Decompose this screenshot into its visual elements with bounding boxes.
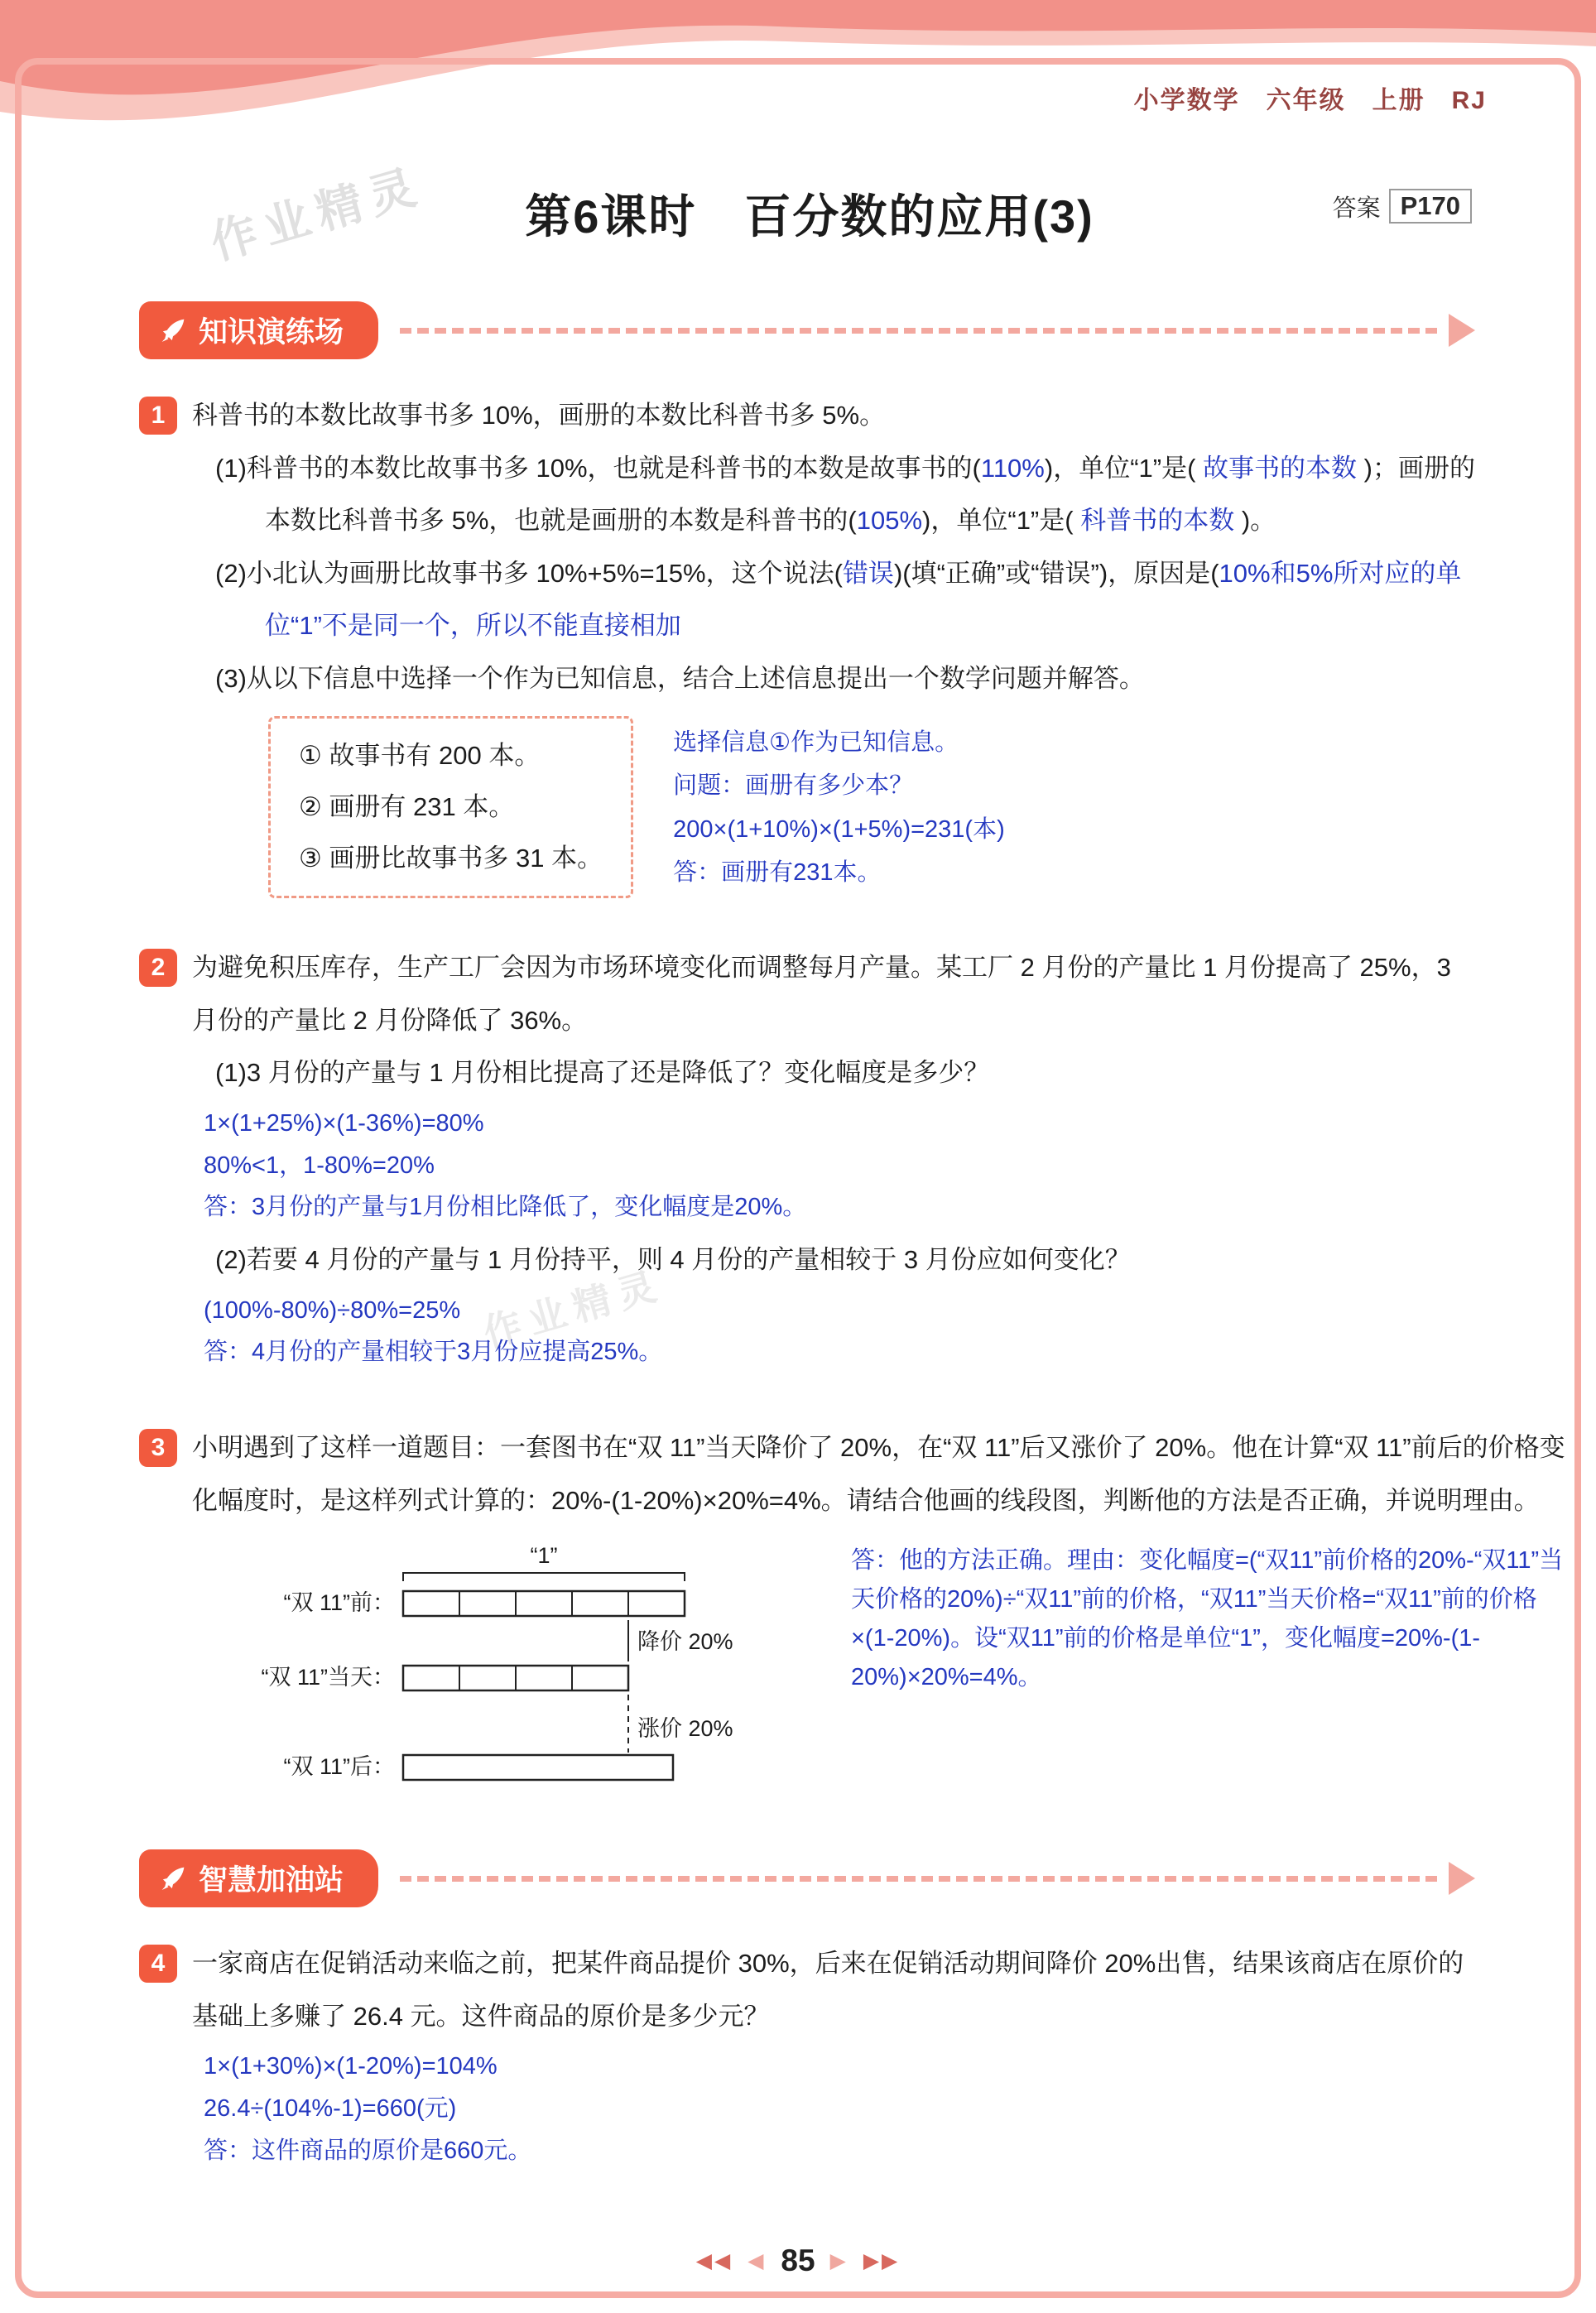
text-segment: (2)小北认为画册比故事书多 10%+5%=15%，这个说法(: [215, 558, 843, 588]
answer-line: 答：这件商品的原价是660元。: [204, 2137, 532, 2164]
section-wisdom-ribbon: [139, 1849, 378, 1907]
question-4-answer: [204, 2046, 1480, 2171]
question-4-number: 4: [139, 1945, 177, 1983]
segment-diagram: [209, 1541, 821, 1806]
answer-line: 答：4月份的产量相较于3月份应提高25%。: [204, 1339, 663, 1366]
info-item: ③ 画册比故事书多 31 本。: [299, 844, 603, 873]
answer-label: 答案: [1332, 195, 1381, 222]
question-3-body: [192, 1421, 1579, 1806]
answer-fill: 科普书的本数: [1080, 506, 1235, 536]
question-4: [139, 1937, 1480, 2176]
question-2-body: [192, 941, 1480, 1378]
section-wisdom-header: [139, 1849, 1475, 1907]
question-1-info-row: [268, 716, 1480, 898]
answer-page-number: P170: [1389, 189, 1472, 224]
diagram-unit-label: “1”: [530, 1543, 558, 1569]
question-1-part-2: [215, 547, 1480, 652]
text-segment: (1)科普书的本数比故事书多 10%，也就是科普书的本数是故事书的(: [215, 453, 981, 483]
question-4-body: [192, 1937, 1480, 2176]
answer-line: (100%-80%)÷80%=25%: [204, 1296, 461, 1324]
diagram-label-before: “双 11”前：: [283, 1590, 395, 1616]
question-2-stem: 为避免积压库存，生产工厂会因为市场环境变化而调整每月产量。某工厂 2 月份的产量比 1 月份提高了 25%，3 月份的产量比 2 月份降低了 36%。: [192, 953, 1451, 1035]
text-segment: )，单位“1”是(: [1044, 453, 1204, 483]
answer-fill: 10%和5%所对应的单位“1”不是同一个，所以不能直接相加: [265, 558, 1462, 641]
question-3-number: 3: [139, 1429, 177, 1467]
first-page-icon: ◀◀: [695, 2249, 733, 2272]
header-wave-decoration: [0, 0, 1596, 145]
diagram-label-after: “双 11”后：: [283, 1754, 395, 1780]
page-title: 第6课时 百分数的应用(3): [525, 190, 1094, 243]
page-content: [139, 180, 1565, 2220]
last-page-icon: ▶▶: [863, 2249, 901, 2272]
question-3-diagram-row: [209, 1541, 1579, 1806]
text-segment: )。: [1234, 506, 1276, 536]
previous-page-icon: ◀: [748, 2249, 767, 2272]
diagram-label-markup: 涨价 20%: [637, 1716, 733, 1742]
answer-line: 1×(1+30%)×(1-20%)=104%: [204, 2053, 498, 2080]
answer-page-badge: [1333, 189, 1472, 224]
question-1-body: [192, 389, 1480, 898]
question-2-number: 2: [139, 949, 177, 987]
arrow-right-icon: [1449, 1862, 1475, 1895]
question-1-part-3: (3)从以下信息中选择一个作为已知信息，结合上述信息提出一个数学问题并解答。: [215, 663, 1145, 693]
question-2-part-2: (2)若要 4 月份的产量与 1 月份持平，则 4 月份的产量相较于 3 月份应如何变化？: [215, 1245, 1131, 1275]
page-footer: [0, 2243, 1596, 2278]
question-1-number: 1: [139, 397, 177, 435]
watermark: 作业精灵: [204, 158, 430, 270]
answer-line: 80%<1，1-80%=20%: [204, 1152, 435, 1179]
answer-fill: 错误: [842, 558, 894, 588]
answer-line: 200×(1+10%)×(1+5%)=231(本): [673, 815, 1005, 843]
dashed-divider: [400, 328, 1437, 334]
answer-line: 答：3月份的产量与1月份相比降低了，变化幅度是20%。: [204, 1194, 807, 1221]
answer-fill: 故事书的本数: [1203, 453, 1358, 483]
next-page-icon: ▶: [829, 2249, 848, 2272]
question-2-answer-1: [204, 1103, 1480, 1229]
rocket-icon: [159, 1864, 187, 1892]
question-1-part-1: [215, 442, 1480, 547]
question-3-answer: 答：他的方法正确。理由：变化幅度=(“双11”前价格的20%-“双11”当天价格的20%)÷“双11”前的价格，“双11”当天价格=“双11”前的价格×(1-20%)。设“双11”前的价格是单位“1”，变化幅度=20%-(1-20%)×20%=4%。: [851, 1547, 1564, 1691]
arrow-right-icon: [1449, 314, 1475, 347]
question-1-stem: 科普书的本数比故事书多 10%，画册的本数比科普书多 5%。: [192, 401, 886, 430]
answer-fill: 110%: [980, 453, 1045, 483]
answer-line: 选择信息①作为已知信息。: [673, 729, 959, 757]
diagram-label-markdown: 降价 20%: [637, 1629, 733, 1655]
edition-label: 小学数学 六年级 上册 RJ: [1133, 87, 1487, 114]
text-segment: )(填“正确”或“错误”)，原因是(: [893, 558, 1219, 588]
answer-fill: 105%: [856, 506, 923, 536]
question-2-part-1: (1)3 月份的产量与 1 月份相比提高了还是降低了？变化幅度是多少？: [215, 1058, 990, 1088]
section-practice-ribbon: [139, 301, 378, 359]
info-item: ① 故事书有 200 本。: [299, 741, 541, 771]
text-segment: )；画册的本数比科普书多 5%，也就是画册的本数是科普书的(: [265, 453, 1475, 536]
title-row: [139, 180, 1480, 247]
footer-page-number: 85: [781, 2243, 815, 2277]
answer-line: 1×(1+25%)×(1-36%)=80%: [204, 1109, 484, 1137]
dashed-divider: [400, 1876, 1437, 1882]
answer-line: 26.4÷(104%-1)=660(元): [204, 2095, 457, 2123]
watermark: 作业精灵: [478, 1262, 669, 1355]
question-4-stem: 一家商店在促销活动来临之前，把某件商品提价 30%，后来在促销活动期间降价 20%出售，结果该商店在原价的基础上多赚了 26.4 元。这件商品的原价是多少元？: [192, 1949, 1464, 2031]
question-3-stem: 小明遇到了这样一道题目：一套图书在“双 11”当天降价了 20%，在“双 11”后又涨价了 20%。他在计算“双 11”前后的价格变化幅度时，是这样列式计算的：20%-(1-20%)×20%=4%。请结合他画的线段图，判断他的方法是否正确，并说明理由。: [192, 1433, 1565, 1515]
info-item: ② 画册有 231 本。: [299, 792, 515, 822]
diagram-label-day: “双 11”当天：: [261, 1665, 395, 1690]
section-practice-title: 知识演练场: [199, 316, 344, 349]
question-3: [139, 1421, 1565, 1806]
text-segment: )，单位“1”是(: [922, 506, 1081, 536]
question-1: [139, 389, 1480, 898]
question-2-answer-2: [204, 1290, 1480, 1374]
answer-line: 问题：画册有多少本？: [673, 772, 914, 800]
answer-line: 答：画册有231本。: [673, 858, 882, 886]
question-1-answer: [673, 716, 1005, 894]
info-box: [268, 716, 633, 898]
question-2: [139, 941, 1480, 1378]
rocket-icon: [159, 316, 187, 344]
section-wisdom-title: 智慧加油站: [199, 1864, 344, 1897]
section-practice-header: [139, 301, 1475, 359]
